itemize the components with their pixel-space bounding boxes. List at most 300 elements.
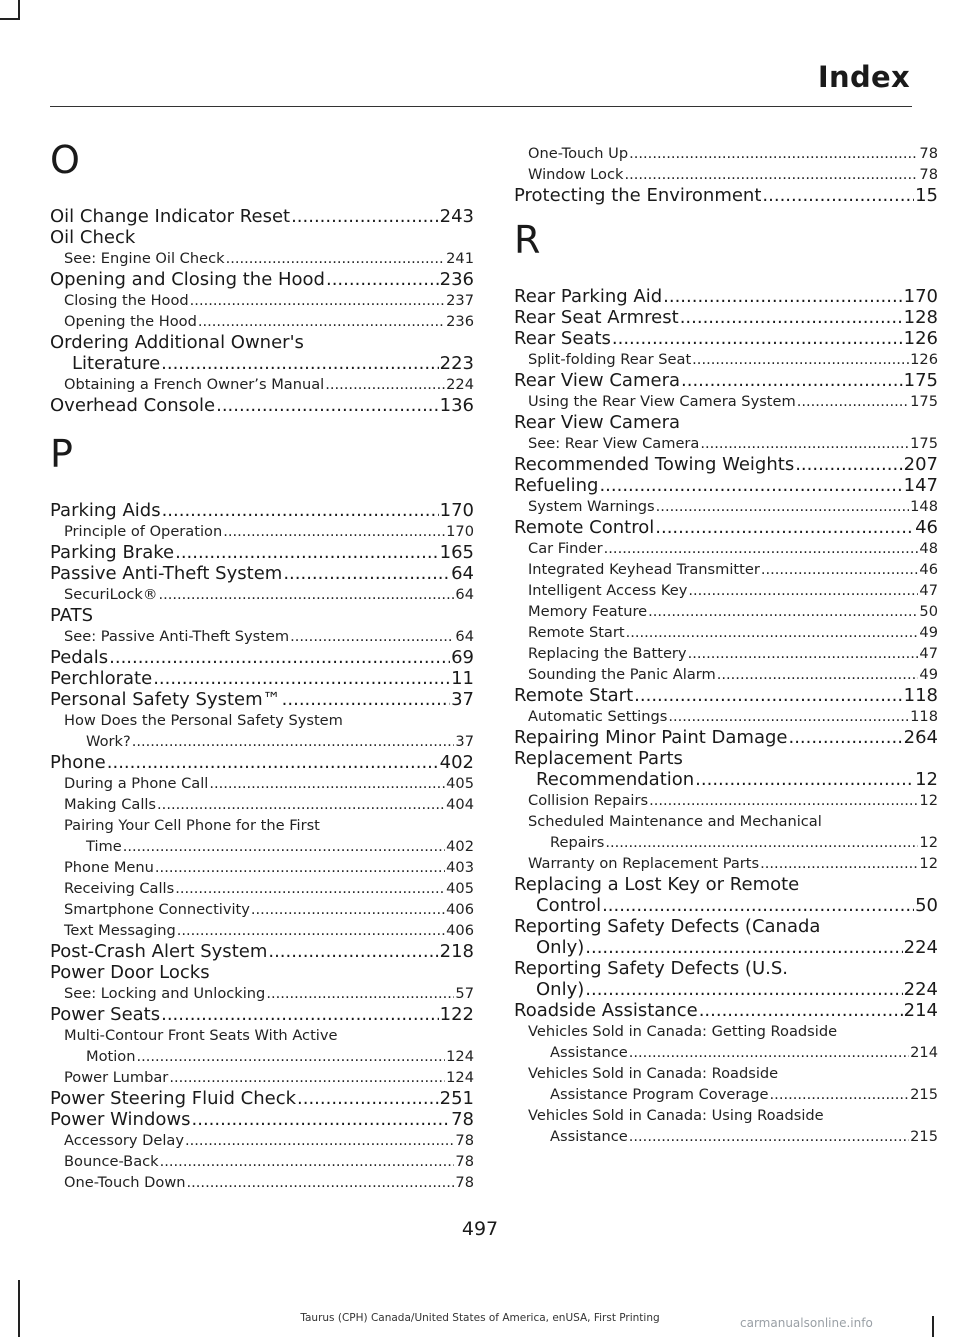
dot-leader xyxy=(157,794,445,815)
entry-text: Replacement Parts xyxy=(514,748,683,769)
index-entry xyxy=(514,895,938,916)
index-entry xyxy=(50,206,474,227)
entry-text: Only) xyxy=(536,979,585,1000)
index-entry xyxy=(50,563,474,584)
index-entry xyxy=(514,769,938,790)
index-subentry xyxy=(50,521,474,542)
dot-leader xyxy=(762,185,914,206)
entry-page: 404 xyxy=(446,796,474,813)
dot-leader xyxy=(585,979,902,1000)
entry-text: Assistance Program Coverage xyxy=(550,1086,769,1103)
entry-text: Smartphone Connectivity xyxy=(64,901,250,918)
index-subentry xyxy=(50,899,474,920)
entry-text: Overhead Console xyxy=(50,395,216,416)
entry-text: Making Calls xyxy=(64,796,157,813)
entry-page: 236 xyxy=(446,313,474,330)
entry-text: Power Seats xyxy=(50,1004,161,1025)
index-heading: Oil Check xyxy=(50,227,136,248)
index-entry xyxy=(514,454,938,475)
entry-page: 175 xyxy=(903,370,938,391)
dot-leader xyxy=(192,1109,451,1130)
index-subentry xyxy=(514,643,938,664)
entry-text: Motion xyxy=(86,1048,136,1065)
dot-leader xyxy=(190,290,445,311)
index-entry xyxy=(50,668,474,689)
entry-text: Perchlorate xyxy=(50,668,153,689)
dot-leader xyxy=(109,647,450,668)
dot-leader xyxy=(268,941,438,962)
dot-leader xyxy=(198,311,445,332)
entry-text: Control xyxy=(536,895,602,916)
entry-text: See: Engine Oil Check xyxy=(64,250,225,267)
entry-page: 237 xyxy=(446,292,474,309)
dot-leader xyxy=(626,622,919,643)
index-entry xyxy=(50,1088,474,1109)
dot-leader xyxy=(290,626,454,647)
entry-text: Passive Anti-Theft System xyxy=(50,563,283,584)
entry-text: Bounce-Back xyxy=(64,1153,159,1170)
entry-text: Rear Parking Aid xyxy=(514,286,663,307)
dot-leader xyxy=(681,370,903,391)
entry-text: Opening and Closing the Hood xyxy=(50,269,325,290)
dot-leader xyxy=(629,1126,909,1147)
index-subentry xyxy=(50,983,474,1004)
entry-text: Assistance xyxy=(550,1044,628,1061)
entry-text: Ordering Additional Owner's xyxy=(50,332,304,353)
dot-leader xyxy=(132,731,455,752)
entry-page: 405 xyxy=(446,775,474,792)
dot-leader xyxy=(761,559,919,580)
crop-mark-top-left xyxy=(0,0,20,20)
index-entry xyxy=(514,475,938,496)
entry-text: Replacing a Lost Key or Remote xyxy=(514,874,800,895)
entry-page: 224 xyxy=(903,979,938,1000)
dot-leader xyxy=(325,374,445,395)
index-subentry xyxy=(514,1063,938,1105)
index-subentry xyxy=(50,794,474,815)
index-entry xyxy=(50,500,474,521)
entry-text: Reporting Safety Defects (U.S. xyxy=(514,958,788,979)
entry-page: 78 xyxy=(919,166,938,183)
index-subentry xyxy=(514,706,938,727)
entry-text: Text Messaging xyxy=(64,922,176,939)
entry-page: 47 xyxy=(919,582,938,599)
index-subentry xyxy=(514,391,938,412)
dot-leader xyxy=(169,1067,445,1088)
index-subentry xyxy=(50,773,474,794)
entry-text: Principle of Operation xyxy=(64,523,223,540)
section-letter-p: P xyxy=(50,432,73,476)
dot-leader xyxy=(624,164,918,185)
entry-text: Power Lumbar xyxy=(64,1069,169,1086)
entry-page: 165 xyxy=(439,542,474,563)
index-heading: Power Door Locks xyxy=(50,962,210,983)
entry-page: 170 xyxy=(439,500,474,521)
entry-text: Roadside Assistance xyxy=(514,1000,698,1021)
entry-text: Vehicles Sold in Canada: Roadside xyxy=(528,1065,779,1082)
entry-text: Rear View Camera xyxy=(514,370,680,391)
entry-page: 215 xyxy=(910,1086,938,1103)
dot-leader xyxy=(695,769,914,790)
edition-line: Taurus (CPH) Canada/United States of America, enUSA, First Printing xyxy=(300,1312,660,1324)
entry-page: 78 xyxy=(455,1153,474,1170)
index-entry xyxy=(50,941,474,962)
index-entry xyxy=(514,979,938,1000)
entry-page: 12 xyxy=(915,769,938,790)
index-entry xyxy=(514,307,938,328)
dot-leader xyxy=(185,1130,454,1151)
entry-text: Vehicles Sold in Canada: Using Roadside xyxy=(528,1107,824,1124)
index-subentry xyxy=(514,832,938,853)
dot-leader xyxy=(655,517,914,538)
section-letter-o: O xyxy=(50,138,80,182)
entry-text: Receiving Calls xyxy=(64,880,175,897)
index-subentry xyxy=(514,1105,938,1147)
entry-text: Sounding the Panic Alarm xyxy=(528,666,716,683)
entry-page: 215 xyxy=(910,1128,938,1145)
entry-page: 264 xyxy=(903,727,938,748)
entry-text: Time xyxy=(86,838,122,855)
entry-page: 405 xyxy=(446,880,474,897)
dot-leader xyxy=(688,580,918,601)
entry-page: 78 xyxy=(451,1109,474,1130)
entry-page: 136 xyxy=(439,395,474,416)
header-divider xyxy=(50,106,912,107)
entry-page: 251 xyxy=(439,1088,474,1109)
page-number: 497 xyxy=(461,1218,499,1240)
dot-leader xyxy=(153,668,450,689)
entry-text: System Warnings xyxy=(528,498,655,515)
entry-text: Personal Safety System™ xyxy=(50,689,281,710)
index-subentry xyxy=(514,1021,938,1063)
entry-text: Reporting Safety Defects (Canada xyxy=(514,916,821,937)
index-column-left xyxy=(50,136,474,1193)
index-entry xyxy=(50,332,474,374)
index-subentry xyxy=(514,790,938,811)
index-entry xyxy=(514,185,938,206)
entry-text: Collision Repairs xyxy=(528,792,649,809)
entry-text: Rear Seats xyxy=(514,328,611,349)
index-subentry xyxy=(514,164,938,185)
page-title: Index xyxy=(817,60,910,94)
entry-text: Post-Crash Alert System xyxy=(50,941,268,962)
dot-leader xyxy=(155,857,445,878)
entry-page: 47 xyxy=(919,645,938,662)
index-subentry xyxy=(514,1084,938,1105)
dot-leader xyxy=(648,601,918,622)
entry-text: Window Lock xyxy=(528,166,624,183)
entry-text: SecuriLock® xyxy=(64,586,158,603)
index-entry xyxy=(514,937,938,958)
dot-leader xyxy=(209,773,445,794)
index-subentry xyxy=(514,143,938,164)
index-subentry xyxy=(514,622,938,643)
entry-page: 50 xyxy=(915,895,938,916)
entry-page: 122 xyxy=(439,1004,474,1025)
index-entry xyxy=(514,958,938,1000)
dot-leader xyxy=(717,664,919,685)
index-subentry xyxy=(50,311,474,332)
entry-page: 170 xyxy=(446,523,474,540)
dot-leader xyxy=(282,689,450,710)
entry-text: Work? xyxy=(86,733,131,750)
entry-text: Remote Start xyxy=(514,685,634,706)
index-list-p xyxy=(50,500,474,1193)
entry-page: 48 xyxy=(919,540,938,557)
dot-leader xyxy=(158,584,454,605)
dot-leader xyxy=(216,395,439,416)
dot-leader xyxy=(612,328,903,349)
dot-leader xyxy=(266,983,454,1004)
dot-leader xyxy=(291,206,439,227)
index-subentry xyxy=(50,290,474,311)
index-entry xyxy=(50,353,474,374)
index-column-right xyxy=(514,143,938,1147)
entry-page: 126 xyxy=(903,328,938,349)
entry-text: During a Phone Call xyxy=(64,775,209,792)
dot-leader xyxy=(788,727,902,748)
dot-leader xyxy=(629,143,918,164)
index-entry xyxy=(50,647,474,668)
entry-text: Refueling xyxy=(514,475,599,496)
dot-leader xyxy=(107,752,439,773)
entry-page: 402 xyxy=(446,838,474,855)
entry-page: 402 xyxy=(439,752,474,773)
entry-text: Only) xyxy=(536,937,585,958)
index-subentry xyxy=(50,1172,474,1193)
index-subentry xyxy=(514,496,938,517)
entry-page: 147 xyxy=(903,475,938,496)
dot-leader xyxy=(602,895,914,916)
entry-page: 37 xyxy=(455,733,474,750)
index-subentry xyxy=(50,710,474,752)
index-subentry xyxy=(514,811,938,853)
dot-leader xyxy=(585,937,902,958)
entry-page: 126 xyxy=(910,351,938,368)
dot-leader xyxy=(175,878,445,899)
index-subentry xyxy=(50,731,474,752)
entry-text: Pedals xyxy=(50,647,109,668)
index-entry xyxy=(514,1000,938,1021)
entry-text: Repairing Minor Paint Damage xyxy=(514,727,788,748)
entry-text: One-Touch Up xyxy=(528,145,629,162)
dot-leader xyxy=(283,563,450,584)
index-subentry xyxy=(514,601,938,622)
entry-page: 15 xyxy=(915,185,938,206)
entry-page: 148 xyxy=(910,498,938,515)
dot-leader xyxy=(760,853,918,874)
entry-text: Opening the Hood xyxy=(64,313,197,330)
dot-leader xyxy=(795,454,902,475)
entry-text: See: Locking and Unlocking xyxy=(64,985,266,1002)
entry-text: Oil Change Indicator Reset xyxy=(50,206,291,227)
entry-text: Obtaining a French Owner’s Manual xyxy=(64,376,325,393)
index-subentry xyxy=(50,248,474,269)
entry-page: 69 xyxy=(451,647,474,668)
entry-text: Phone Menu xyxy=(64,859,154,876)
entry-page: 78 xyxy=(455,1132,474,1149)
dot-leader xyxy=(162,500,439,521)
entry-page: 214 xyxy=(910,1044,938,1061)
index-entry xyxy=(514,748,938,790)
index-list-r xyxy=(514,286,938,1147)
entry-text: Vehicles Sold in Canada: Getting Roadside xyxy=(528,1023,838,1040)
entry-page: 12 xyxy=(919,855,938,872)
entry-page: 236 xyxy=(439,269,474,290)
entry-text: Closing the Hood xyxy=(64,292,189,309)
dot-leader xyxy=(604,538,919,559)
index-subentry xyxy=(514,853,938,874)
entry-text: Power Windows xyxy=(50,1109,191,1130)
index-subentry xyxy=(514,1042,938,1063)
entry-text: Car Finder xyxy=(528,540,603,557)
entry-page: 12 xyxy=(919,834,938,851)
entry-page: 78 xyxy=(919,145,938,162)
dot-leader xyxy=(223,521,445,542)
dot-leader xyxy=(656,496,909,517)
index-heading: PATS xyxy=(50,605,94,626)
entry-page: 37 xyxy=(451,689,474,710)
entry-page: 175 xyxy=(910,393,938,410)
index-entry xyxy=(514,685,938,706)
index-subentry xyxy=(50,626,474,647)
dot-leader xyxy=(688,643,919,664)
dot-leader xyxy=(668,706,909,727)
index-subentry xyxy=(50,857,474,878)
dot-leader xyxy=(297,1088,439,1109)
entry-text: Parking Aids xyxy=(50,500,161,521)
dot-leader xyxy=(680,307,903,328)
entry-page: 175 xyxy=(910,435,938,452)
entry-page: 118 xyxy=(910,708,938,725)
entry-page: 218 xyxy=(439,941,474,962)
dot-leader xyxy=(136,1046,445,1067)
index-entry xyxy=(50,542,474,563)
entry-text: Using the Rear View Camera System xyxy=(528,393,796,410)
entry-page: 118 xyxy=(903,685,938,706)
entry-page: 46 xyxy=(919,561,938,578)
index-list-o xyxy=(50,206,474,416)
entry-text: Accessory Delay xyxy=(64,1132,185,1149)
entry-text: Power Steering Fluid Check xyxy=(50,1088,297,1109)
dot-leader xyxy=(663,286,903,307)
entry-text: Recommended Towing Weights xyxy=(514,454,795,475)
dot-leader xyxy=(226,248,446,269)
index-subentry xyxy=(514,433,938,454)
entry-text: Warranty on Replacement Parts xyxy=(528,855,760,872)
dot-leader xyxy=(599,475,902,496)
entry-page: 128 xyxy=(903,307,938,328)
entry-page: 64 xyxy=(455,628,474,645)
index-subentry xyxy=(50,1046,474,1067)
entry-page: 78 xyxy=(455,1174,474,1191)
entry-text: Split-folding Rear Seat xyxy=(528,351,692,368)
index-entry xyxy=(514,517,938,538)
watermark-text: carmanualsonline.info xyxy=(740,1316,873,1330)
entry-text: Intelligent Access Key xyxy=(528,582,688,599)
dot-leader xyxy=(634,685,902,706)
dot-leader xyxy=(629,1042,909,1063)
index-list-continued xyxy=(514,143,938,206)
entry-text: One-Touch Down xyxy=(64,1174,186,1191)
entry-text: Remote Start xyxy=(528,624,625,641)
index-entry xyxy=(50,1109,474,1130)
entry-text: See: Passive Anti-Theft System xyxy=(64,628,290,645)
index-entry xyxy=(514,916,938,958)
entry-text: How Does the Personal Safety System xyxy=(64,712,343,729)
entry-text: Memory Feature xyxy=(528,603,648,620)
index-entry xyxy=(50,689,474,710)
index-subentry xyxy=(514,664,938,685)
entry-page: 243 xyxy=(439,206,474,227)
entry-text: Rear Seat Armrest xyxy=(514,307,679,328)
index-subentry xyxy=(50,1130,474,1151)
dot-leader xyxy=(161,1004,439,1025)
dot-leader xyxy=(326,269,439,290)
dot-leader xyxy=(175,542,439,563)
entry-page: 406 xyxy=(446,922,474,939)
entry-page: 207 xyxy=(903,454,938,475)
dot-leader xyxy=(251,899,445,920)
index-entry xyxy=(50,752,474,773)
dot-leader xyxy=(692,349,909,370)
index-subentry xyxy=(50,1067,474,1088)
section-letter-r: R xyxy=(514,218,541,262)
index-subentry xyxy=(50,1151,474,1172)
dot-leader xyxy=(161,353,439,374)
entry-text: Protecting the Environment xyxy=(514,185,762,206)
dot-leader xyxy=(699,1000,903,1021)
dot-leader xyxy=(649,790,918,811)
entry-text: Parking Brake xyxy=(50,542,175,563)
entry-text: Automatic Settings xyxy=(528,708,668,725)
index-entry xyxy=(50,1004,474,1025)
entry-page: 46 xyxy=(915,517,938,538)
index-entry xyxy=(514,874,938,916)
dot-leader xyxy=(177,920,445,941)
entry-page: 223 xyxy=(439,353,474,374)
index-subentry xyxy=(50,815,474,857)
dot-leader xyxy=(123,836,445,857)
entry-text: Multi-Contour Front Seats With Active xyxy=(64,1027,338,1044)
entry-page: 406 xyxy=(446,901,474,918)
entry-text: Integrated Keyhead Transmitter xyxy=(528,561,760,578)
entry-page: 214 xyxy=(903,1000,938,1021)
index-subentry xyxy=(50,878,474,899)
entry-text: Pairing Your Cell Phone for the First xyxy=(64,817,320,834)
index-subentry xyxy=(50,374,474,395)
index-entry xyxy=(514,727,938,748)
entry-page: 50 xyxy=(919,603,938,620)
entry-page: 12 xyxy=(919,792,938,809)
entry-page: 224 xyxy=(446,376,474,393)
entry-text: Remote Control xyxy=(514,517,655,538)
entry-text: See: Rear View Camera xyxy=(528,435,700,452)
index-subentry xyxy=(514,1126,938,1147)
entry-text: Repairs xyxy=(550,834,605,851)
dot-leader xyxy=(797,391,909,412)
index-subentry xyxy=(514,538,938,559)
index-subentry xyxy=(50,1025,474,1067)
dot-leader xyxy=(700,433,909,454)
entry-page: 49 xyxy=(919,624,938,641)
entry-text: Recommendation xyxy=(536,769,695,790)
crop-mark-bottom-left xyxy=(0,1280,20,1337)
index-entry xyxy=(50,395,474,416)
entry-page: 124 xyxy=(446,1069,474,1086)
entry-page: 170 xyxy=(903,286,938,307)
index-entry xyxy=(514,286,938,307)
